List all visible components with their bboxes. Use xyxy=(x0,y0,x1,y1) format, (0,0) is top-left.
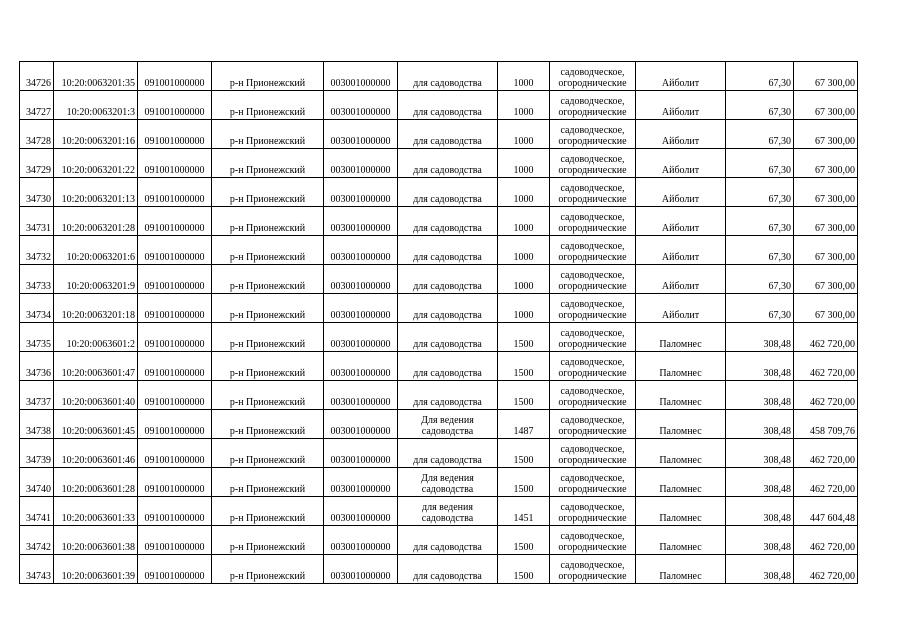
cadastral-number-cell: 10:20:0063601:47 xyxy=(54,352,138,381)
permitted-use-line-1 xyxy=(400,212,495,223)
cadastral-number-cell: 10:20:0063601:45 xyxy=(54,410,138,439)
use-category-cell xyxy=(550,294,636,323)
district-cell: р-н Прионежский xyxy=(212,468,324,497)
use-category-line-2: огороднические xyxy=(558,484,627,495)
permitted-use-cell xyxy=(398,439,498,468)
permitted-use-line-1 xyxy=(400,357,495,368)
use-category-cell xyxy=(550,265,636,294)
category-code-cell: 003001000000 xyxy=(324,381,398,410)
association-name-cell: Айболит xyxy=(636,236,726,265)
row-number-cell: 34727 xyxy=(20,91,54,120)
permitted-use-line-2: для садоводства xyxy=(413,310,482,321)
permitted-use-cell xyxy=(398,352,498,381)
category-code-cell: 003001000000 xyxy=(324,62,398,91)
cadastral-value-cell: 447 604,48 xyxy=(794,497,858,526)
row-number-cell: 34726 xyxy=(20,62,54,91)
association-name-cell: Айболит xyxy=(636,91,726,120)
okato-code-cell: 091001000000 xyxy=(138,526,212,555)
area-cell: 1000 xyxy=(498,294,550,323)
cadastral-number-cell: 10:20:0063601:33 xyxy=(54,497,138,526)
permitted-use-line-2: для садоводства xyxy=(413,165,482,176)
use-category-line-2: огороднические xyxy=(558,281,627,292)
permitted-use-line-2: для садоводства xyxy=(413,78,482,89)
cadastral-value-cell: 67 300,00 xyxy=(794,207,858,236)
permitted-use-cell xyxy=(398,555,498,584)
use-category-cell xyxy=(550,468,636,497)
use-category-line-1: садоводческое, xyxy=(560,386,625,397)
district-cell: р-н Прионежский xyxy=(212,62,324,91)
use-category-line-1: садоводческое, xyxy=(560,560,625,571)
row-number-cell: 34736 xyxy=(20,352,54,381)
area-cell: 1000 xyxy=(498,120,550,149)
row-number-cell: 34729 xyxy=(20,149,54,178)
table-row xyxy=(20,468,858,497)
specific-value-cell: 67,30 xyxy=(726,178,794,207)
area-cell: 1000 xyxy=(498,265,550,294)
okato-code-cell: 091001000000 xyxy=(138,120,212,149)
cadastral-value-cell: 462 720,00 xyxy=(794,468,858,497)
area-cell: 1000 xyxy=(498,207,550,236)
okato-code-cell: 091001000000 xyxy=(138,381,212,410)
area-cell: 1000 xyxy=(498,62,550,91)
district-cell: р-н Прионежский xyxy=(212,497,324,526)
cadastral-value-cell: 67 300,00 xyxy=(794,265,858,294)
specific-value-cell: 308,48 xyxy=(726,468,794,497)
association-name-cell: Паломнес xyxy=(636,352,726,381)
association-name-cell: Айболит xyxy=(636,62,726,91)
cadastral-number-cell: 10:20:0063201:6 xyxy=(54,236,138,265)
permitted-use-line-1: Для ведения xyxy=(421,415,474,426)
row-number-cell: 34737 xyxy=(20,381,54,410)
table-row xyxy=(20,149,858,178)
permitted-use-line-2: садоводства xyxy=(421,426,474,437)
permitted-use-cell xyxy=(398,497,498,526)
specific-value-cell: 308,48 xyxy=(726,497,794,526)
use-category-line-1: садоводческое, xyxy=(560,473,625,484)
row-number-cell: 34739 xyxy=(20,439,54,468)
okato-code-cell: 091001000000 xyxy=(138,352,212,381)
use-category-line-1: садоводческое, xyxy=(560,328,625,339)
association-name-cell: Паломнес xyxy=(636,381,726,410)
area-cell: 1500 xyxy=(498,381,550,410)
association-name-cell: Паломнес xyxy=(636,555,726,584)
use-category-cell xyxy=(550,381,636,410)
permitted-use-line-1 xyxy=(400,444,495,455)
use-category-line-2: огороднические xyxy=(558,426,627,437)
table-row xyxy=(20,555,858,584)
use-category-line-2: огороднические xyxy=(558,339,627,350)
category-code-cell: 003001000000 xyxy=(324,439,398,468)
use-category-line-1: садоводческое, xyxy=(560,270,625,281)
okato-code-cell: 091001000000 xyxy=(138,468,212,497)
permitted-use-cell xyxy=(398,91,498,120)
use-category-line-1: садоводческое, xyxy=(560,444,625,455)
permitted-use-line-1 xyxy=(400,560,495,571)
association-name-cell: Паломнес xyxy=(636,526,726,555)
area-cell: 1000 xyxy=(498,149,550,178)
use-category-cell xyxy=(550,323,636,352)
cadastral-number-cell: 10:20:0063201:3 xyxy=(54,91,138,120)
district-cell: р-н Прионежский xyxy=(212,439,324,468)
district-cell: р-н Прионежский xyxy=(212,352,324,381)
permitted-use-line-2: для садоводства xyxy=(413,339,482,350)
use-category-cell xyxy=(550,526,636,555)
permitted-use-line-2: для садоводства xyxy=(413,252,482,263)
permitted-use-line-2: садоводства xyxy=(421,484,474,495)
okato-code-cell: 091001000000 xyxy=(138,555,212,584)
cadastral-number-cell: 10:20:0063601:2 xyxy=(54,323,138,352)
cadastral-value-cell: 462 720,00 xyxy=(794,526,858,555)
association-name-cell: Айболит xyxy=(636,149,726,178)
okato-code-cell: 091001000000 xyxy=(138,323,212,352)
category-code-cell: 003001000000 xyxy=(324,91,398,120)
specific-value-cell: 308,48 xyxy=(726,439,794,468)
specific-value-cell: 67,30 xyxy=(726,265,794,294)
cadastral-number-cell: 10:20:0063601:28 xyxy=(54,468,138,497)
association-name-cell: Паломнес xyxy=(636,468,726,497)
row-number-cell: 34730 xyxy=(20,178,54,207)
table-row xyxy=(20,91,858,120)
permitted-use-line-2: для садоводства xyxy=(413,136,482,147)
district-cell: р-н Прионежский xyxy=(212,207,324,236)
specific-value-cell: 67,30 xyxy=(726,120,794,149)
use-category-cell xyxy=(550,149,636,178)
permitted-use-cell xyxy=(398,236,498,265)
specific-value-cell: 308,48 xyxy=(726,526,794,555)
permitted-use-line-2: для садоводства xyxy=(413,542,482,553)
permitted-use-line-2: для садоводства xyxy=(413,223,482,234)
permitted-use-cell xyxy=(398,526,498,555)
specific-value-cell: 67,30 xyxy=(726,62,794,91)
use-category-cell xyxy=(550,352,636,381)
category-code-cell: 003001000000 xyxy=(324,236,398,265)
cadastral-value-cell: 462 720,00 xyxy=(794,381,858,410)
permitted-use-cell xyxy=(398,265,498,294)
permitted-use-line-2: для садоводства xyxy=(413,368,482,379)
use-category-cell xyxy=(550,120,636,149)
cadastral-value-cell: 67 300,00 xyxy=(794,294,858,323)
district-cell: р-н Прионежский xyxy=(212,294,324,323)
use-category-line-1: садоводческое, xyxy=(560,299,625,310)
category-code-cell: 003001000000 xyxy=(324,526,398,555)
association-name-cell: Айболит xyxy=(636,294,726,323)
category-code-cell: 003001000000 xyxy=(324,323,398,352)
table-row xyxy=(20,381,858,410)
cadastral-number-cell: 10:20:0063601:39 xyxy=(54,555,138,584)
permitted-use-line-1 xyxy=(400,270,495,281)
use-category-line-1: садоводческое, xyxy=(560,531,625,542)
use-category-line-2: огороднические xyxy=(558,397,627,408)
district-cell: р-н Прионежский xyxy=(212,410,324,439)
use-category-line-1: садоводческое, xyxy=(560,154,625,165)
okato-code-cell: 091001000000 xyxy=(138,149,212,178)
cadastral-number-cell: 10:20:0063201:18 xyxy=(54,294,138,323)
use-category-line-1: садоводческое, xyxy=(560,125,625,136)
permitted-use-cell xyxy=(398,410,498,439)
cadastral-number-cell: 10:20:0063201:35 xyxy=(54,62,138,91)
cadastral-value-cell: 458 709,76 xyxy=(794,410,858,439)
district-cell: р-н Прионежский xyxy=(212,526,324,555)
category-code-cell: 003001000000 xyxy=(324,265,398,294)
area-cell: 1500 xyxy=(498,526,550,555)
row-number-cell: 34738 xyxy=(20,410,54,439)
district-cell: р-н Прионежский xyxy=(212,178,324,207)
permitted-use-cell xyxy=(398,149,498,178)
area-cell: 1500 xyxy=(498,555,550,584)
table-body xyxy=(20,62,858,584)
use-category-line-1: садоводческое, xyxy=(560,502,625,513)
area-cell: 1000 xyxy=(498,178,550,207)
cadastral-number-cell: 10:20:0063201:16 xyxy=(54,120,138,149)
category-code-cell: 003001000000 xyxy=(324,120,398,149)
permitted-use-line-1: Для ведения xyxy=(421,473,474,484)
cadastral-number-cell: 10:20:0063601:46 xyxy=(54,439,138,468)
table-row xyxy=(20,265,858,294)
association-name-cell: Айболит xyxy=(636,120,726,149)
row-number-cell: 34733 xyxy=(20,265,54,294)
cadastral-value-cell: 67 300,00 xyxy=(794,91,858,120)
area-cell: 1487 xyxy=(498,410,550,439)
okato-code-cell: 091001000000 xyxy=(138,439,212,468)
permitted-use-cell xyxy=(398,207,498,236)
use-category-line-2: огороднические xyxy=(558,368,627,379)
association-name-cell: Паломнес xyxy=(636,497,726,526)
use-category-line-1: садоводческое, xyxy=(560,357,625,368)
area-cell: 1000 xyxy=(498,236,550,265)
table-row xyxy=(20,352,858,381)
row-number-cell: 34740 xyxy=(20,468,54,497)
category-code-cell: 003001000000 xyxy=(324,410,398,439)
cadastral-number-cell: 10:20:0063201:28 xyxy=(54,207,138,236)
cadastral-value-cell: 462 720,00 xyxy=(794,323,858,352)
permitted-use-cell xyxy=(398,178,498,207)
table-row xyxy=(20,120,858,149)
row-number-cell: 34743 xyxy=(20,555,54,584)
specific-value-cell: 308,48 xyxy=(726,352,794,381)
okato-code-cell: 091001000000 xyxy=(138,265,212,294)
permitted-use-line-1 xyxy=(400,183,495,194)
table-row xyxy=(20,294,858,323)
okato-code-cell: 091001000000 xyxy=(138,294,212,323)
row-number-cell: 34742 xyxy=(20,526,54,555)
okato-code-cell: 091001000000 xyxy=(138,497,212,526)
permitted-use-line-2: для садоводства xyxy=(413,194,482,205)
permitted-use-line-1 xyxy=(400,299,495,310)
cadastral-value-cell: 462 720,00 xyxy=(794,439,858,468)
use-category-line-1: садоводческое, xyxy=(560,415,625,426)
use-category-line-2: огороднические xyxy=(558,107,627,118)
use-category-line-2: огороднические xyxy=(558,194,627,205)
use-category-cell xyxy=(550,178,636,207)
permitted-use-line-1 xyxy=(400,386,495,397)
permitted-use-cell xyxy=(398,323,498,352)
category-code-cell: 003001000000 xyxy=(324,555,398,584)
table-row xyxy=(20,236,858,265)
use-category-cell xyxy=(550,439,636,468)
specific-value-cell: 308,48 xyxy=(726,410,794,439)
association-name-cell: Айболит xyxy=(636,207,726,236)
area-cell: 1500 xyxy=(498,439,550,468)
table-row xyxy=(20,410,858,439)
district-cell: р-н Прионежский xyxy=(212,381,324,410)
use-category-cell xyxy=(550,410,636,439)
use-category-line-2: огороднические xyxy=(558,455,627,466)
association-name-cell: Айболит xyxy=(636,265,726,294)
okato-code-cell: 091001000000 xyxy=(138,236,212,265)
cadastral-value-cell: 67 300,00 xyxy=(794,236,858,265)
permitted-use-line-2: для садоводства xyxy=(413,281,482,292)
specific-value-cell: 67,30 xyxy=(726,149,794,178)
permitted-use-line-1 xyxy=(400,125,495,136)
use-category-line-2: огороднические xyxy=(558,165,627,176)
use-category-line-2: огороднические xyxy=(558,542,627,553)
row-number-cell: 34728 xyxy=(20,120,54,149)
use-category-cell xyxy=(550,497,636,526)
table-row xyxy=(20,526,858,555)
use-category-line-2: огороднические xyxy=(558,136,627,147)
district-cell: р-н Прионежский xyxy=(212,149,324,178)
use-category-line-2: огороднические xyxy=(558,252,627,263)
use-category-line-2: огороднические xyxy=(558,78,627,89)
district-cell: р-н Прионежский xyxy=(212,555,324,584)
table-row xyxy=(20,207,858,236)
permitted-use-cell xyxy=(398,381,498,410)
permitted-use-line-1 xyxy=(400,154,495,165)
cadastral-value-cell: 67 300,00 xyxy=(794,149,858,178)
permitted-use-line-1 xyxy=(400,328,495,339)
association-name-cell: Паломнес xyxy=(636,323,726,352)
association-name-cell: Паломнес xyxy=(636,439,726,468)
land-registry-table xyxy=(19,61,858,584)
row-number-cell: 34741 xyxy=(20,497,54,526)
cadastral-value-cell: 67 300,00 xyxy=(794,62,858,91)
use-category-line-1: садоводческое, xyxy=(560,67,625,78)
use-category-line-1: садоводческое, xyxy=(560,183,625,194)
cadastral-value-cell: 462 720,00 xyxy=(794,352,858,381)
category-code-cell: 003001000000 xyxy=(324,207,398,236)
permitted-use-line-1 xyxy=(400,531,495,542)
use-category-line-2: огороднические xyxy=(558,223,627,234)
row-number-cell: 34734 xyxy=(20,294,54,323)
use-category-line-1: садоводческое, xyxy=(560,241,625,252)
category-code-cell: 003001000000 xyxy=(324,352,398,381)
permitted-use-line-2: для садоводства xyxy=(413,107,482,118)
area-cell: 1500 xyxy=(498,323,550,352)
okato-code-cell: 091001000000 xyxy=(138,62,212,91)
permitted-use-cell xyxy=(398,294,498,323)
category-code-cell: 003001000000 xyxy=(324,468,398,497)
district-cell: р-н Прионежский xyxy=(212,265,324,294)
category-code-cell: 003001000000 xyxy=(324,497,398,526)
use-category-cell xyxy=(550,62,636,91)
table-row xyxy=(20,323,858,352)
use-category-line-2: огороднические xyxy=(558,513,627,524)
cadastral-number-cell: 10:20:0063201:13 xyxy=(54,178,138,207)
district-cell: р-н Прионежский xyxy=(212,236,324,265)
okato-code-cell: 091001000000 xyxy=(138,91,212,120)
district-cell: р-н Прионежский xyxy=(212,120,324,149)
permitted-use-line-1: для ведения xyxy=(422,502,473,513)
category-code-cell: 003001000000 xyxy=(324,149,398,178)
specific-value-cell: 67,30 xyxy=(726,294,794,323)
area-cell: 1500 xyxy=(498,468,550,497)
okato-code-cell: 091001000000 xyxy=(138,410,212,439)
category-code-cell: 003001000000 xyxy=(324,178,398,207)
cadastral-value-cell: 67 300,00 xyxy=(794,120,858,149)
specific-value-cell: 308,48 xyxy=(726,381,794,410)
permitted-use-cell xyxy=(398,468,498,497)
permitted-use-line-2: для садоводства xyxy=(413,455,482,466)
specific-value-cell: 308,48 xyxy=(726,323,794,352)
cadastral-number-cell: 10:20:0063201:9 xyxy=(54,265,138,294)
association-name-cell: Паломнес xyxy=(636,410,726,439)
area-cell: 1451 xyxy=(498,497,550,526)
row-number-cell: 34732 xyxy=(20,236,54,265)
area-cell: 1500 xyxy=(498,352,550,381)
cadastral-number-cell: 10:20:0063601:40 xyxy=(54,381,138,410)
permitted-use-line-1 xyxy=(400,96,495,107)
permitted-use-cell xyxy=(398,62,498,91)
specific-value-cell: 67,30 xyxy=(726,207,794,236)
okato-code-cell: 091001000000 xyxy=(138,207,212,236)
use-category-cell xyxy=(550,555,636,584)
permitted-use-line-2: садоводства xyxy=(421,513,474,524)
table-row xyxy=(20,497,858,526)
district-cell: р-н Прионежский xyxy=(212,91,324,120)
specific-value-cell: 308,48 xyxy=(726,555,794,584)
use-category-cell xyxy=(550,91,636,120)
cadastral-value-cell: 462 720,00 xyxy=(794,555,858,584)
category-code-cell: 003001000000 xyxy=(324,294,398,323)
specific-value-cell: 67,30 xyxy=(726,91,794,120)
permitted-use-line-2: для садоводства xyxy=(413,397,482,408)
specific-value-cell: 67,30 xyxy=(726,236,794,265)
row-number-cell: 34735 xyxy=(20,323,54,352)
area-cell: 1000 xyxy=(498,91,550,120)
use-category-cell xyxy=(550,207,636,236)
table-row xyxy=(20,439,858,468)
okato-code-cell: 091001000000 xyxy=(138,178,212,207)
use-category-line-2: огороднические xyxy=(558,571,627,582)
cadastral-number-cell: 10:20:0063201:22 xyxy=(54,149,138,178)
permitted-use-line-1 xyxy=(400,67,495,78)
use-category-line-2: огороднические xyxy=(558,310,627,321)
row-number-cell: 34731 xyxy=(20,207,54,236)
permitted-use-line-2: для садоводства xyxy=(413,571,482,582)
cadastral-value-cell: 67 300,00 xyxy=(794,178,858,207)
permitted-use-cell xyxy=(398,120,498,149)
use-category-line-1: садоводческое, xyxy=(560,212,625,223)
table-row xyxy=(20,178,858,207)
table-row xyxy=(20,62,858,91)
association-name-cell: Айболит xyxy=(636,178,726,207)
use-category-cell xyxy=(550,236,636,265)
permitted-use-line-1 xyxy=(400,241,495,252)
district-cell: р-н Прионежский xyxy=(212,323,324,352)
use-category-line-1: садоводческое, xyxy=(560,96,625,107)
cadastral-number-cell: 10:20:0063601:38 xyxy=(54,526,138,555)
